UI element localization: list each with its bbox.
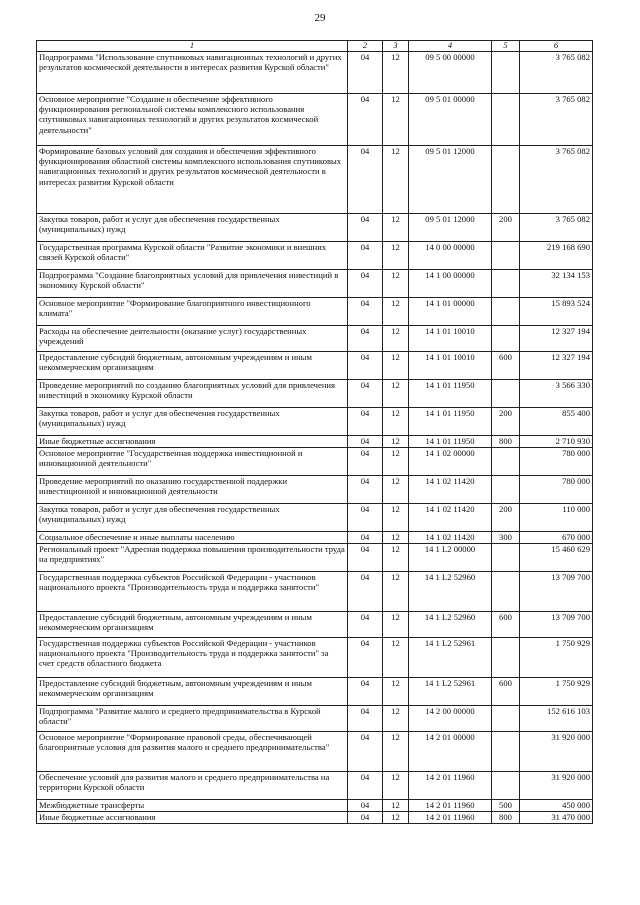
row-name: Иные бюджетные ассигнования — [37, 812, 348, 824]
table-row — [37, 214, 593, 242]
row-expense-type: 600 — [492, 352, 520, 380]
row-name: Предоставление субсидий бюджетным, автономным учреждениям и иным некоммерческим организациям — [37, 612, 348, 638]
row-name: Обеспечение условий для развития малого и среднего предпринимательства на территории Курской области — [37, 772, 348, 800]
row-expense-type: 500 — [492, 800, 520, 812]
table-row — [37, 800, 593, 812]
row-name: Основное мероприятие "Формирование правовой среды, обеспечивающей благоприятные условия для развития малого и среднего предпринимательства" — [37, 732, 348, 772]
row-subsection: 12 — [383, 146, 409, 214]
row-amount: 152 616 103 — [520, 706, 593, 732]
row-target-code: 14 1 01 00000 — [409, 298, 492, 326]
row-name: Иные бюджетные ассигнования — [37, 436, 348, 448]
row-subsection: 12 — [383, 326, 409, 352]
row-amount: 13 709 700 — [520, 612, 593, 638]
row-target-code: 09 5 01 12000 — [409, 146, 492, 214]
table-header-row — [37, 41, 593, 52]
row-section: 04 — [348, 146, 383, 214]
table-row — [37, 544, 593, 572]
row-name: Основное мероприятие "Государственная поддержка инвестиционной и инновационной деятельности" — [37, 448, 348, 476]
row-section: 04 — [348, 476, 383, 504]
row-section: 04 — [348, 572, 383, 612]
row-subsection: 12 — [383, 706, 409, 732]
row-amount: 15 893 524 — [520, 298, 593, 326]
row-subsection: 12 — [383, 800, 409, 812]
row-section: 04 — [348, 326, 383, 352]
row-expense-type: 800 — [492, 436, 520, 448]
row-amount: 3 765 082 — [520, 52, 593, 94]
row-section: 04 — [348, 214, 383, 242]
row-expense-type — [492, 380, 520, 408]
table-row — [37, 638, 593, 678]
row-section: 04 — [348, 706, 383, 732]
row-name: Региональный проект "Адресная поддержка повышения производительности труда на предприятиях" — [37, 544, 348, 572]
row-amount: 2 710 930 — [520, 436, 593, 448]
row-section: 04 — [348, 638, 383, 678]
row-expense-type — [492, 146, 520, 214]
row-subsection: 12 — [383, 572, 409, 612]
row-subsection: 12 — [383, 448, 409, 476]
row-target-code: 14 0 00 00000 — [409, 242, 492, 270]
row-section: 04 — [348, 678, 383, 706]
row-subsection: 12 — [383, 638, 409, 678]
row-section: 04 — [348, 532, 383, 544]
row-expense-type — [492, 448, 520, 476]
row-name: Закупка товаров, работ и услуг для обеспечения государственных (муниципальных) нужд — [37, 214, 348, 242]
row-target-code: 14 1 L2 52960 — [409, 612, 492, 638]
row-amount: 780 000 — [520, 448, 593, 476]
row-section: 04 — [348, 448, 383, 476]
row-amount: 3 765 082 — [520, 146, 593, 214]
table-row — [37, 732, 593, 772]
row-subsection: 12 — [383, 380, 409, 408]
row-section: 04 — [348, 270, 383, 298]
row-expense-type — [492, 270, 520, 298]
row-name: Расходы на обеспечение деятельности (оказание услуг) государственных учреждений — [37, 326, 348, 352]
row-target-code: 09 5 01 12000 — [409, 214, 492, 242]
row-expense-type: 600 — [492, 678, 520, 706]
table-row — [37, 448, 593, 476]
row-name: Предоставление субсидий бюджетным, автономным учреждениям и иным некоммерческим организациям — [37, 678, 348, 706]
table-row — [37, 326, 593, 352]
row-expense-type — [492, 732, 520, 772]
row-amount: 31 920 000 — [520, 772, 593, 800]
table-row — [37, 242, 593, 270]
table-row — [37, 772, 593, 800]
row-target-code: 09 5 01 00000 — [409, 94, 492, 146]
row-amount: 780 000 — [520, 476, 593, 504]
row-section: 04 — [348, 298, 383, 326]
row-name: Подпрограмма "Использование спутниковых навигационных технологий и других результатов космической деятельности в интересах развития Курской области" — [37, 52, 348, 94]
row-target-code: 14 1 01 10010 — [409, 352, 492, 380]
row-expense-type: 200 — [492, 408, 520, 436]
row-name: Подпрограмма "Создание благоприятных условий для привлечения инвестиций в экономику Курской области" — [37, 270, 348, 298]
row-subsection: 12 — [383, 408, 409, 436]
header-col-5: 5 — [492, 41, 520, 52]
row-subsection: 12 — [383, 812, 409, 824]
row-expense-type: 200 — [492, 504, 520, 532]
row-section: 04 — [348, 504, 383, 532]
row-subsection: 12 — [383, 476, 409, 504]
row-name: Государственная программа Курской области "Развитие экономики и внешних связей Курской области" — [37, 242, 348, 270]
row-expense-type — [492, 298, 520, 326]
table-row — [37, 380, 593, 408]
row-section: 04 — [348, 612, 383, 638]
row-target-code: 14 1 00 00000 — [409, 270, 492, 298]
row-section: 04 — [348, 242, 383, 270]
row-section: 04 — [348, 94, 383, 146]
row-subsection: 12 — [383, 270, 409, 298]
row-subsection: 12 — [383, 436, 409, 448]
budget-table — [36, 40, 593, 824]
row-subsection: 12 — [383, 772, 409, 800]
row-section: 04 — [348, 352, 383, 380]
row-target-code: 14 2 01 00000 — [409, 732, 492, 772]
row-target-code: 14 1 L2 52960 — [409, 572, 492, 612]
row-expense-type — [492, 772, 520, 800]
row-subsection: 12 — [383, 732, 409, 772]
row-section: 04 — [348, 772, 383, 800]
header-col-3: 3 — [383, 41, 409, 52]
row-expense-type — [492, 94, 520, 146]
row-name: Формирование базовых условий для создания и обеспечения эффективного функционирования областной системы комплексного использования спутниковых навигационных технологий и других результатов космической деятельности в интересах развития Курской области — [37, 146, 348, 214]
row-expense-type — [492, 476, 520, 504]
table-row — [37, 94, 593, 146]
row-section: 04 — [348, 380, 383, 408]
row-name: Проведение мероприятий по созданию благоприятных условий для привлечения инвестиций в экономику Курской области — [37, 380, 348, 408]
table-row — [37, 612, 593, 638]
row-name: Предоставление субсидий бюджетным, автономным учреждениям и иным некоммерческим организациям — [37, 352, 348, 380]
row-amount: 3 566 330 — [520, 380, 593, 408]
row-subsection: 12 — [383, 678, 409, 706]
row-target-code: 14 2 00 00000 — [409, 706, 492, 732]
row-target-code: 14 1 02 11420 — [409, 476, 492, 504]
row-name: Закупка товаров, работ и услуг для обеспечения государственных (муниципальных) нужд — [37, 408, 348, 436]
row-name: Межбюджетные трансферты — [37, 800, 348, 812]
row-amount: 15 460 629 — [520, 544, 593, 572]
table-row — [37, 270, 593, 298]
row-name: Основное мероприятие "Создание и обеспечение эффективного функционирования региональной системы комплексного использования спутниковых навигационных технологий и других результатов космической деятельности" — [37, 94, 348, 146]
row-target-code: 14 2 01 11960 — [409, 812, 492, 824]
row-target-code: 14 1 02 00000 — [409, 448, 492, 476]
row-target-code: 14 2 01 11960 — [409, 772, 492, 800]
row-subsection: 12 — [383, 532, 409, 544]
row-expense-type — [492, 638, 520, 678]
row-amount: 1 750 929 — [520, 638, 593, 678]
table-row — [37, 572, 593, 612]
table-row — [37, 436, 593, 448]
row-amount: 3 765 082 — [520, 94, 593, 146]
row-subsection: 12 — [383, 352, 409, 380]
table-row — [37, 678, 593, 706]
table-row — [37, 408, 593, 436]
row-target-code: 14 2 01 11960 — [409, 800, 492, 812]
header-col-1: 1 — [37, 41, 348, 52]
row-expense-type: 800 — [492, 812, 520, 824]
row-amount: 12 327 194 — [520, 352, 593, 380]
row-target-code: 09 5 00 00000 — [409, 52, 492, 94]
row-subsection: 12 — [383, 242, 409, 270]
table-row — [37, 352, 593, 380]
row-subsection: 12 — [383, 504, 409, 532]
row-subsection: 12 — [383, 94, 409, 146]
row-amount: 12 327 194 — [520, 326, 593, 352]
row-expense-type — [492, 572, 520, 612]
row-name: Подпрограмма "Развитие малого и среднего предпринимательства в Курской области" — [37, 706, 348, 732]
row-target-code: 14 1 01 11950 — [409, 436, 492, 448]
table-row — [37, 532, 593, 544]
table-row — [37, 504, 593, 532]
row-name: Социальное обеспечение и иные выплаты населению — [37, 532, 348, 544]
row-target-code: 14 1 01 10010 — [409, 326, 492, 352]
row-expense-type — [492, 706, 520, 732]
row-amount: 3 765 082 — [520, 214, 593, 242]
row-target-code: 14 1 01 11950 — [409, 380, 492, 408]
row-amount: 219 168 690 — [520, 242, 593, 270]
row-subsection: 12 — [383, 52, 409, 94]
row-amount: 855 400 — [520, 408, 593, 436]
row-section: 04 — [348, 52, 383, 94]
row-target-code: 14 1 02 11420 — [409, 504, 492, 532]
row-amount: 31 920 000 — [520, 732, 593, 772]
header-col-4: 4 — [409, 41, 492, 52]
row-expense-type — [492, 242, 520, 270]
row-amount: 31 470 000 — [520, 812, 593, 824]
row-section: 04 — [348, 408, 383, 436]
row-subsection: 12 — [383, 544, 409, 572]
row-expense-type: 200 — [492, 214, 520, 242]
row-section: 04 — [348, 812, 383, 824]
row-name: Основное мероприятие "Формирование благоприятного инвестиционного климата" — [37, 298, 348, 326]
row-target-code: 14 1 L2 00000 — [409, 544, 492, 572]
row-target-code: 14 1 02 11420 — [409, 532, 492, 544]
row-subsection: 12 — [383, 214, 409, 242]
row-amount: 32 134 153 — [520, 270, 593, 298]
row-expense-type — [492, 326, 520, 352]
row-amount: 450 000 — [520, 800, 593, 812]
row-target-code: 14 1 L2 52961 — [409, 638, 492, 678]
row-expense-type: 600 — [492, 612, 520, 638]
row-name: Проведение мероприятий по оказанию государственной поддержки инвестиционной и инновационной деятельности — [37, 476, 348, 504]
table-row — [37, 146, 593, 214]
row-expense-type — [492, 52, 520, 94]
header-col-6: 6 — [520, 41, 593, 52]
row-name: Закупка товаров, работ и услуг для обеспечения государственных (муниципальных) нужд — [37, 504, 348, 532]
row-section: 04 — [348, 800, 383, 812]
row-name: Государственная поддержка субъектов Российской Федерации - участников национального проекта "Производительность труда и поддержка занятости" за счет средств областного бюджета — [37, 638, 348, 678]
row-amount: 1 750 929 — [520, 678, 593, 706]
row-amount: 13 709 700 — [520, 572, 593, 612]
row-target-code: 14 1 L2 52961 — [409, 678, 492, 706]
row-subsection: 12 — [383, 612, 409, 638]
row-expense-type: 300 — [492, 532, 520, 544]
table-row — [37, 476, 593, 504]
row-subsection: 12 — [383, 298, 409, 326]
header-col-2: 2 — [348, 41, 383, 52]
table-row — [37, 52, 593, 94]
page-number: 29 — [314, 12, 326, 24]
table-row — [37, 298, 593, 326]
row-amount: 670 000 — [520, 532, 593, 544]
row-target-code: 14 1 01 11950 — [409, 408, 492, 436]
row-expense-type — [492, 544, 520, 572]
row-amount: 110 000 — [520, 504, 593, 532]
row-section: 04 — [348, 732, 383, 772]
row-section: 04 — [348, 436, 383, 448]
table-row — [37, 812, 593, 824]
table-row — [37, 706, 593, 732]
row-section: 04 — [348, 544, 383, 572]
row-name: Государственная поддержка субъектов Российской Федерации - участников национального проекта "Производительность труда и поддержка занятости" — [37, 572, 348, 612]
